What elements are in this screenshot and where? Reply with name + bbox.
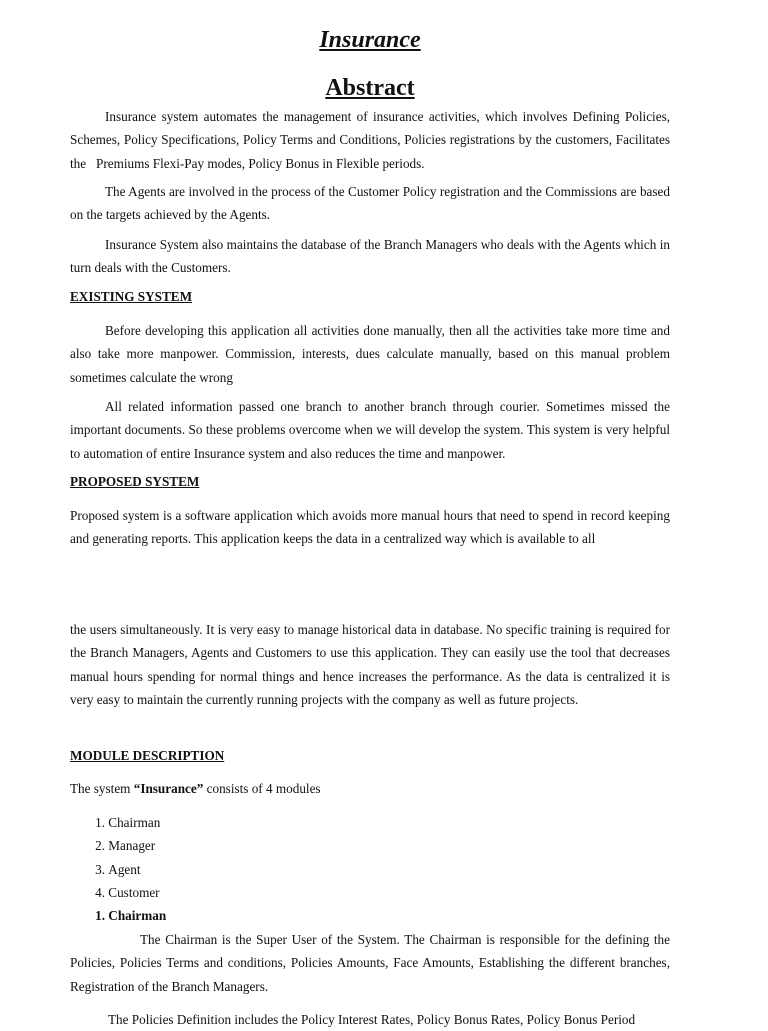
existing-paragraph-2: All related information passed one branch to another branch through courier. Sometimes missed the important documents. So these problems overcome when we will develop the system. This system is very helpful to automation of entire Insurance system and also reduces the time and manpower. (70, 399, 670, 461)
module-list (70, 811, 166, 927)
existing-system-heading: EXISTING SYSTEM (70, 289, 193, 304)
list-item (70, 858, 166, 881)
module-description-heading: MODULE DESCRIPTION (70, 748, 225, 763)
list-item (70, 881, 166, 904)
list-item (70, 834, 166, 857)
abstract-paragraph-1: Insurance system automates the management of insurance activities, which involves Defining Policies, Schemes, Policy Specifications, Policy Terms and Conditions, Policies registrations by the customers, Facilitates the Premiums Flexi-Pay modes, Policy Bonus in Flexible periods. (70, 109, 670, 171)
module-intro-system-name: “Insurance” (133, 781, 204, 796)
module-intro-suffix: consists of 4 modules (203, 781, 321, 796)
list-item-number: 2. (95, 838, 105, 854)
list-item (70, 811, 166, 834)
proposed-system-heading: PROPOSED SYSTEM (70, 474, 200, 489)
document-title: Insurance (319, 27, 421, 53)
module-intro-prefix: The system (70, 781, 134, 796)
list-item-label: Chairman (108, 815, 161, 830)
existing-paragraph-1: Before developing this application all activities done manually, then all the activities take more time and also take more manpower. Commission, interests, dues calculate manually, based on this manual problem sometimes calculate the wrong (70, 323, 670, 385)
list-item-number: 4. (95, 884, 105, 900)
list-item-label: Manager (108, 838, 156, 854)
proposed-paragraph-2: the users simultaneously. It is very easy to manage historical data in database. No specific training is required for the Branch Managers, Agents and Customers to use this application. They can easily use the tool that decreases manual hours spending for normal things and hence increases the performance. As the data is centralized it is very easy to maintain the currently running projects with the company as well as future projects. (70, 622, 670, 707)
list-item-number: 1. (95, 815, 105, 830)
list-item-label: Customer (108, 884, 160, 900)
proposed-paragraph-1: Proposed system is a software application which avoids more manual hours that need to spend in record keeping and generating reports. This application keeps the data in a centralized way which is available to all (70, 508, 670, 547)
chairman-subheading (70, 904, 166, 927)
abstract-heading: Abstract (325, 75, 415, 101)
list-item-number: 3. (95, 861, 105, 877)
abstract-paragraph-2: The Agents are involved in the process of the Customer Policy registration and the Commissions are based on the targets achieved by the Agents. (70, 184, 670, 223)
chairman-label: Chairman (108, 908, 167, 924)
chairman-number: 1. (95, 908, 105, 924)
chairman-paragraph-1: The Chairman is the Super User of the System. The Chairman is responsible for the defining the Policies, Policies Terms and conditions, Policies Amounts, Face Amounts, Establishing the different branches, Registration of the Branch Managers. (70, 932, 670, 994)
list-item-label: Agent (108, 861, 141, 877)
chairman-paragraph-2: The Policies Definition includes the Policy Interest Rates, Policy Bonus Rates, Policy Bonus Period (108, 1012, 636, 1027)
module-intro (70, 777, 670, 800)
abstract-paragraph-3: Insurance System also maintains the database of the Branch Managers who deals with the Agents which in turn deals with the Customers. (70, 237, 670, 276)
